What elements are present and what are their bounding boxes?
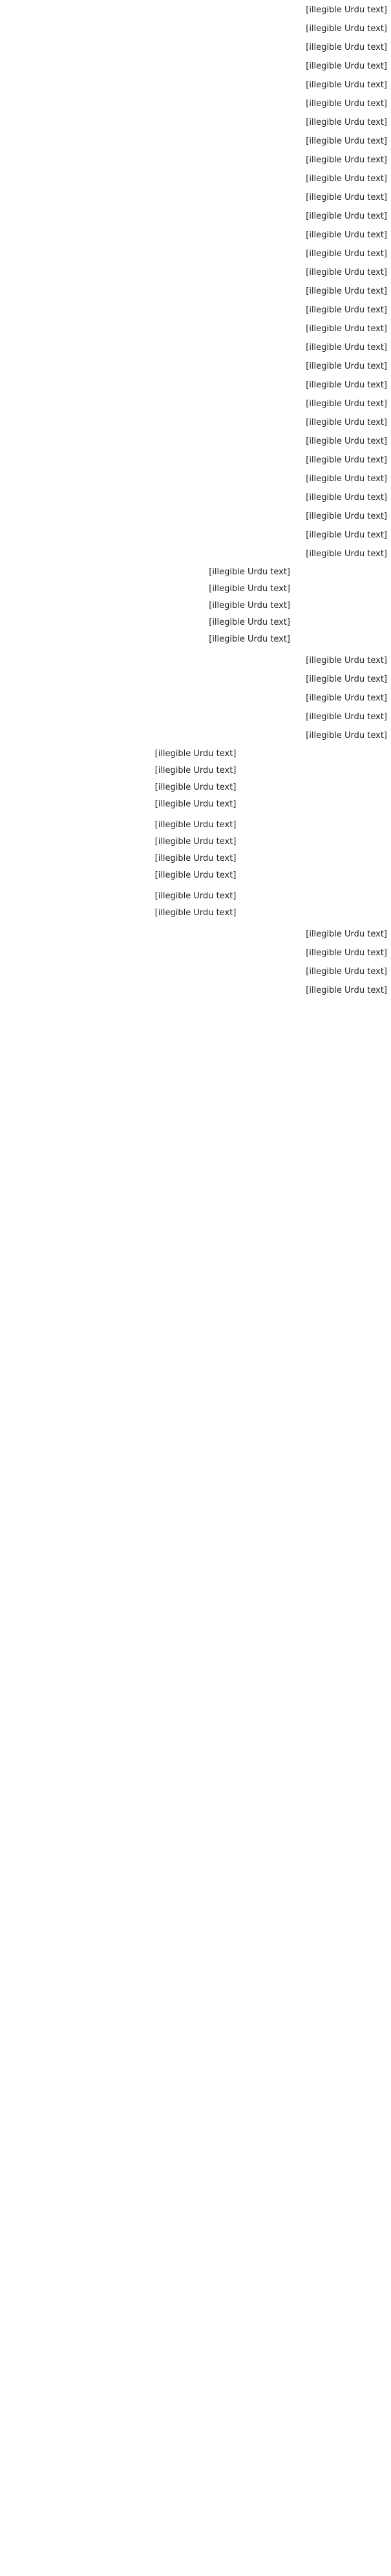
article-paragraph: [illegible Urdu text]: [306, 530, 387, 540]
article-paragraph: [illegible Urdu text]: [306, 474, 387, 484]
verse-line: [illegible Urdu text]: [154, 820, 237, 830]
article-paragraph: [illegible Urdu text]: [306, 24, 387, 34]
article-paragraph: [illegible Urdu text]: [306, 99, 387, 109]
article-paragraph: [illegible Urdu text]: [306, 693, 387, 703]
article-paragraph: [illegible Urdu text]: [306, 305, 387, 315]
article-paragraph: [illegible Urdu text]: [306, 929, 387, 939]
verse-line: [illegible Urdu text]: [209, 618, 290, 627]
article-section-2: [4, 653, 387, 743]
verse-line: [illegible Urdu text]: [154, 908, 237, 918]
article-paragraph: [illegible Urdu text]: [306, 493, 387, 503]
article-paragraph: [illegible Urdu text]: [306, 268, 387, 277]
article-paragraph: [illegible Urdu text]: [306, 712, 387, 722]
article-paragraph: [illegible Urdu text]: [306, 43, 387, 52]
article-paragraph: [illegible Urdu text]: [306, 731, 387, 741]
article-paragraph: [illegible Urdu text]: [306, 380, 387, 390]
article-paragraph: [illegible Urdu text]: [306, 193, 387, 202]
article-section-1: [4, 3, 387, 561]
verse-line: [illegible Urdu text]: [209, 634, 290, 644]
article-paragraph: [illegible Urdu text]: [306, 437, 387, 446]
article-paragraph: [illegible Urdu text]: [306, 362, 387, 371]
verse-line: [illegible Urdu text]: [154, 837, 237, 847]
article-paragraph: [illegible Urdu text]: [306, 986, 387, 995]
verse-line: [illegible Urdu text]: [154, 766, 237, 775]
article-paragraph: [illegible Urdu text]: [306, 948, 387, 958]
article-paragraph: [illegible Urdu text]: [306, 80, 387, 90]
verse-line: [illegible Urdu text]: [209, 584, 290, 594]
article-paragraph: [illegible Urdu text]: [306, 675, 387, 684]
article-paragraph: [illegible Urdu text]: [306, 211, 387, 221]
article-body: [4, 3, 387, 998]
article-paragraph: [illegible Urdu text]: [306, 549, 387, 559]
verse-block-3: [4, 818, 387, 883]
article-paragraph: [illegible Urdu text]: [306, 967, 387, 977]
verse-line: [illegible Urdu text]: [154, 854, 237, 863]
article-paragraph: [illegible Urdu text]: [306, 512, 387, 521]
verse-line: [illegible Urdu text]: [209, 567, 290, 577]
verse-line: [illegible Urdu text]: [154, 783, 237, 792]
article-paragraph: [illegible Urdu text]: [306, 118, 387, 127]
article-paragraph: [illegible Urdu text]: [306, 249, 387, 259]
verse-block-1: [4, 565, 387, 647]
verse-block-4: [4, 889, 387, 920]
verse-line: [illegible Urdu text]: [154, 871, 237, 880]
article-paragraph: [illegible Urdu text]: [306, 399, 387, 409]
article-section-3: [4, 927, 387, 998]
article-paragraph: [illegible Urdu text]: [306, 324, 387, 334]
article-paragraph: [illegible Urdu text]: [306, 5, 387, 15]
article-paragraph: [illegible Urdu text]: [306, 230, 387, 240]
verse-line: [illegible Urdu text]: [154, 891, 237, 901]
article-paragraph: [illegible Urdu text]: [306, 287, 387, 296]
article-paragraph: [illegible Urdu text]: [306, 155, 387, 165]
article-paragraph: [illegible Urdu text]: [306, 418, 387, 428]
article-paragraph: [illegible Urdu text]: [306, 174, 387, 184]
article-paragraph: [illegible Urdu text]: [306, 343, 387, 352]
verse-block-2: [4, 747, 387, 812]
article-paragraph: [illegible Urdu text]: [306, 61, 387, 71]
article-paragraph: [illegible Urdu text]: [306, 136, 387, 146]
verse-line: [illegible Urdu text]: [154, 749, 237, 759]
verse-line: [illegible Urdu text]: [154, 799, 237, 809]
article-paragraph: [illegible Urdu text]: [306, 656, 387, 666]
verse-line: [illegible Urdu text]: [209, 601, 290, 611]
article-paragraph: [illegible Urdu text]: [306, 455, 387, 465]
